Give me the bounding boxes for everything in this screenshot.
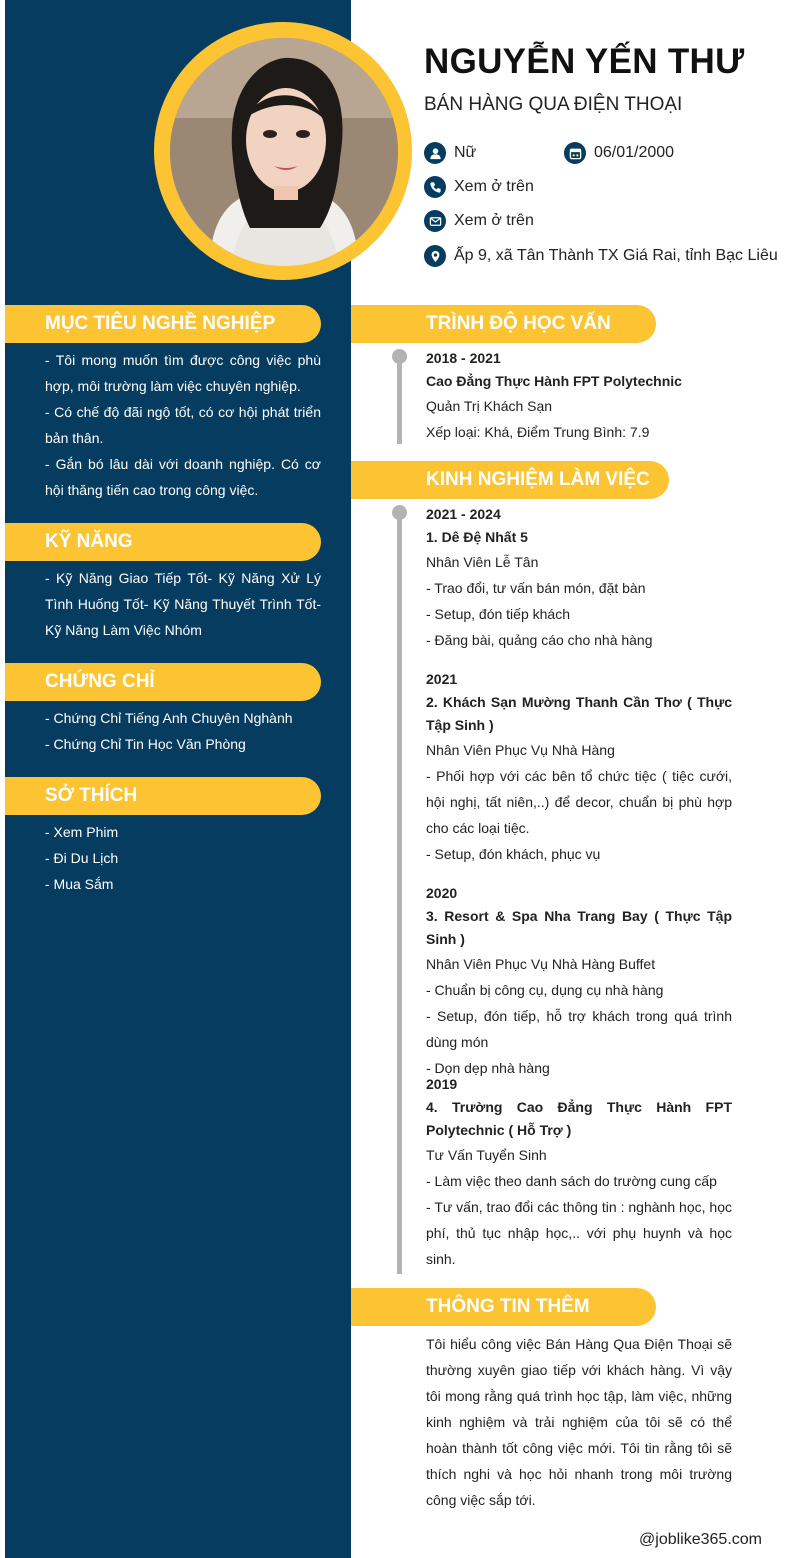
job-duty: - Chuẩn bị công cụ, dụng cụ nhà hàng bbox=[426, 982, 664, 998]
phone-icon bbox=[424, 176, 446, 198]
calendar-icon bbox=[564, 142, 586, 164]
hobbies-heading bbox=[5, 777, 321, 815]
job-company: 3. Resort & Spa Nha Trang Bay ( Thực Tập Sinh ) bbox=[426, 908, 732, 947]
job-position: Nhân Viên Phục Vụ Nhà Hàng Buffet bbox=[426, 956, 656, 972]
education-school: Cao Đẳng Thực Hành FPT Polytechnic bbox=[426, 373, 682, 389]
job-position: Nhân Viên Lễ Tân bbox=[426, 554, 539, 570]
certificates-heading bbox=[5, 663, 321, 701]
hobbies-heading-text: SỞ THÍCH bbox=[45, 785, 138, 806]
education-heading bbox=[351, 305, 656, 343]
job-duty: - Setup, đón khách, phục vụ bbox=[426, 846, 601, 862]
experience-heading-text: KINH NGHIỆM LÀM VIỆC bbox=[426, 469, 650, 490]
hobby-item: - Đi Du Lịch bbox=[45, 850, 119, 866]
address-row bbox=[424, 245, 778, 267]
job-position: Tư Vấn Tuyển Sinh bbox=[426, 1147, 547, 1163]
job-entry bbox=[426, 1073, 732, 1272]
skills-heading-text: KỸ NĂNG bbox=[45, 531, 133, 552]
job-entry bbox=[426, 503, 732, 653]
additional-heading bbox=[351, 1288, 656, 1326]
experience-timeline-line bbox=[397, 512, 402, 1274]
skills-heading bbox=[5, 523, 321, 561]
watermark: @joblike365.com bbox=[639, 1531, 762, 1548]
education-heading-text: TRÌNH ĐỘ HỌC VẤN bbox=[426, 313, 611, 334]
education-major: Quản Trị Khách Sạn bbox=[426, 398, 553, 414]
user-icon bbox=[424, 142, 446, 164]
email-value: Xem ở trên bbox=[454, 212, 534, 229]
skills-text bbox=[45, 565, 321, 643]
objective-heading-text: MỤC TIÊU NGHỀ NGHIỆP bbox=[45, 313, 276, 334]
job-position: Nhân Viên Phục Vụ Nhà Hàng bbox=[426, 742, 615, 758]
job-duty: - Làm việc theo danh sách do trường cung cấp bbox=[426, 1173, 717, 1189]
job-period: 2020 bbox=[426, 885, 458, 901]
location-pin-icon bbox=[424, 245, 446, 267]
gender-value: Nữ bbox=[454, 144, 477, 161]
gender-row bbox=[424, 142, 476, 164]
address-value: Ấp 9, xã Tân Thành TX Giá Rai, tỉnh Bạc Liêu bbox=[454, 247, 778, 264]
skills-line: - Kỹ Năng Giao Tiếp Tốt- Kỹ Năng Xử Lý Tình Huống Tốt- Kỹ Năng Thuyết Trình Tốt- Kỹ Năng Làm Việc Nhóm bbox=[45, 570, 321, 638]
objective-line: - Gắn bó lâu dài với doanh nghiệp. Có cơ hội thăng tiến cao trong công việc. bbox=[45, 456, 321, 498]
job-duty: - Trao đổi, tư vấn bán món, đặt bàn bbox=[426, 580, 646, 596]
hobby-item: - Xem Phim bbox=[45, 824, 119, 840]
objective-heading bbox=[5, 305, 321, 343]
hobbies-list bbox=[45, 819, 321, 897]
additional-heading-text: THÔNG TIN THÊM bbox=[426, 1296, 590, 1317]
objective-line: - Có chế độ đãi ngộ tốt, có cơ hội phát triển bản thân. bbox=[45, 404, 321, 446]
hobby-item: - Mua Sắm bbox=[45, 876, 114, 892]
job-company: 1. Dê Đệ Nhất 5 bbox=[426, 529, 528, 545]
email-row bbox=[424, 210, 534, 232]
education-period: 2018 - 2021 bbox=[426, 350, 501, 366]
job-entry bbox=[426, 668, 732, 867]
phone-value: Xem ở trên bbox=[454, 178, 534, 195]
job-duty: - Dọn dẹp nhà hàng bbox=[426, 1060, 550, 1076]
job-period: 2019 bbox=[426, 1076, 458, 1092]
birthday-value: 06/01/2000 bbox=[594, 144, 675, 161]
education-grade: Xếp loại: Khá, Điểm Trung Bình: 7.9 bbox=[426, 424, 650, 440]
certificate-item: - Chứng Chỉ Tiếng Anh Chuyên Nghành bbox=[45, 710, 293, 726]
job-duty: - Phối hợp với các bên tổ chức tiệc ( tiệc cưới, hội nghị, tất niên,..) để decor, chuẩn bị phù hợp cho các loại tiệc. bbox=[426, 768, 732, 836]
objective-line: - Tôi mong muốn tìm được công việc phù hợp, môi trường làm việc chuyên nghiệp. bbox=[45, 352, 321, 394]
job-entry bbox=[426, 882, 732, 1081]
job-title: BÁN HÀNG QUA ĐIỆN THOẠI bbox=[424, 94, 683, 115]
job-period: 2021 - 2024 bbox=[426, 506, 501, 522]
avatar bbox=[170, 38, 398, 266]
job-company: 2. Khách Sạn Mường Thanh Cần Thơ ( Thực Tập Sinh ) bbox=[426, 694, 732, 733]
avatar-photo bbox=[170, 38, 398, 266]
education-entry bbox=[426, 347, 732, 445]
job-duty: - Setup, đón tiếp khách bbox=[426, 606, 570, 622]
job-company: 4. Trường Cao Đẳng Thực Hành FPT Polytechnic ( Hỗ Trợ ) bbox=[426, 1099, 732, 1138]
job-duty: - Đăng bài, quảng cáo cho nhà hàng bbox=[426, 632, 653, 648]
additional-text: Tôi hiểu công việc Bán Hàng Qua Điện Thoại sẽ thường xuyên giao tiếp với khách hàng. Vì vậy tôi mong rằng quá trình học tập, làm việc, những kinh nghiệm và trải nghiệm của tôi sẽ có thể hoàn thành tốt công việc mới. Tôi tin rằng tôi sẽ thích nghi và học hỏi nhanh trong môi trường công việc sắp tới. bbox=[426, 1336, 732, 1508]
education-timeline-line bbox=[397, 356, 402, 444]
certificates-heading-text: CHỨNG CHỈ bbox=[45, 671, 155, 692]
certificates-list bbox=[45, 705, 321, 757]
mail-icon bbox=[424, 210, 446, 232]
job-duty: - Tư vấn, trao đổi các thông tin : nghành học, học phí, thủ tục nhập học,.. với phụ huynh và học sinh. bbox=[426, 1199, 732, 1267]
birthday-row bbox=[564, 142, 674, 164]
objective-text bbox=[45, 347, 321, 503]
certificate-item: - Chứng Chỉ Tin Học Văn Phòng bbox=[45, 736, 246, 752]
job-duty: - Setup, đón tiếp, hỗ trợ khách trong quá trình dùng món bbox=[426, 1008, 732, 1050]
job-period: 2021 bbox=[426, 671, 458, 687]
experience-heading bbox=[351, 461, 669, 499]
phone-row bbox=[424, 176, 534, 198]
candidate-name: NGUYỄN YẾN THƯ bbox=[424, 42, 745, 81]
